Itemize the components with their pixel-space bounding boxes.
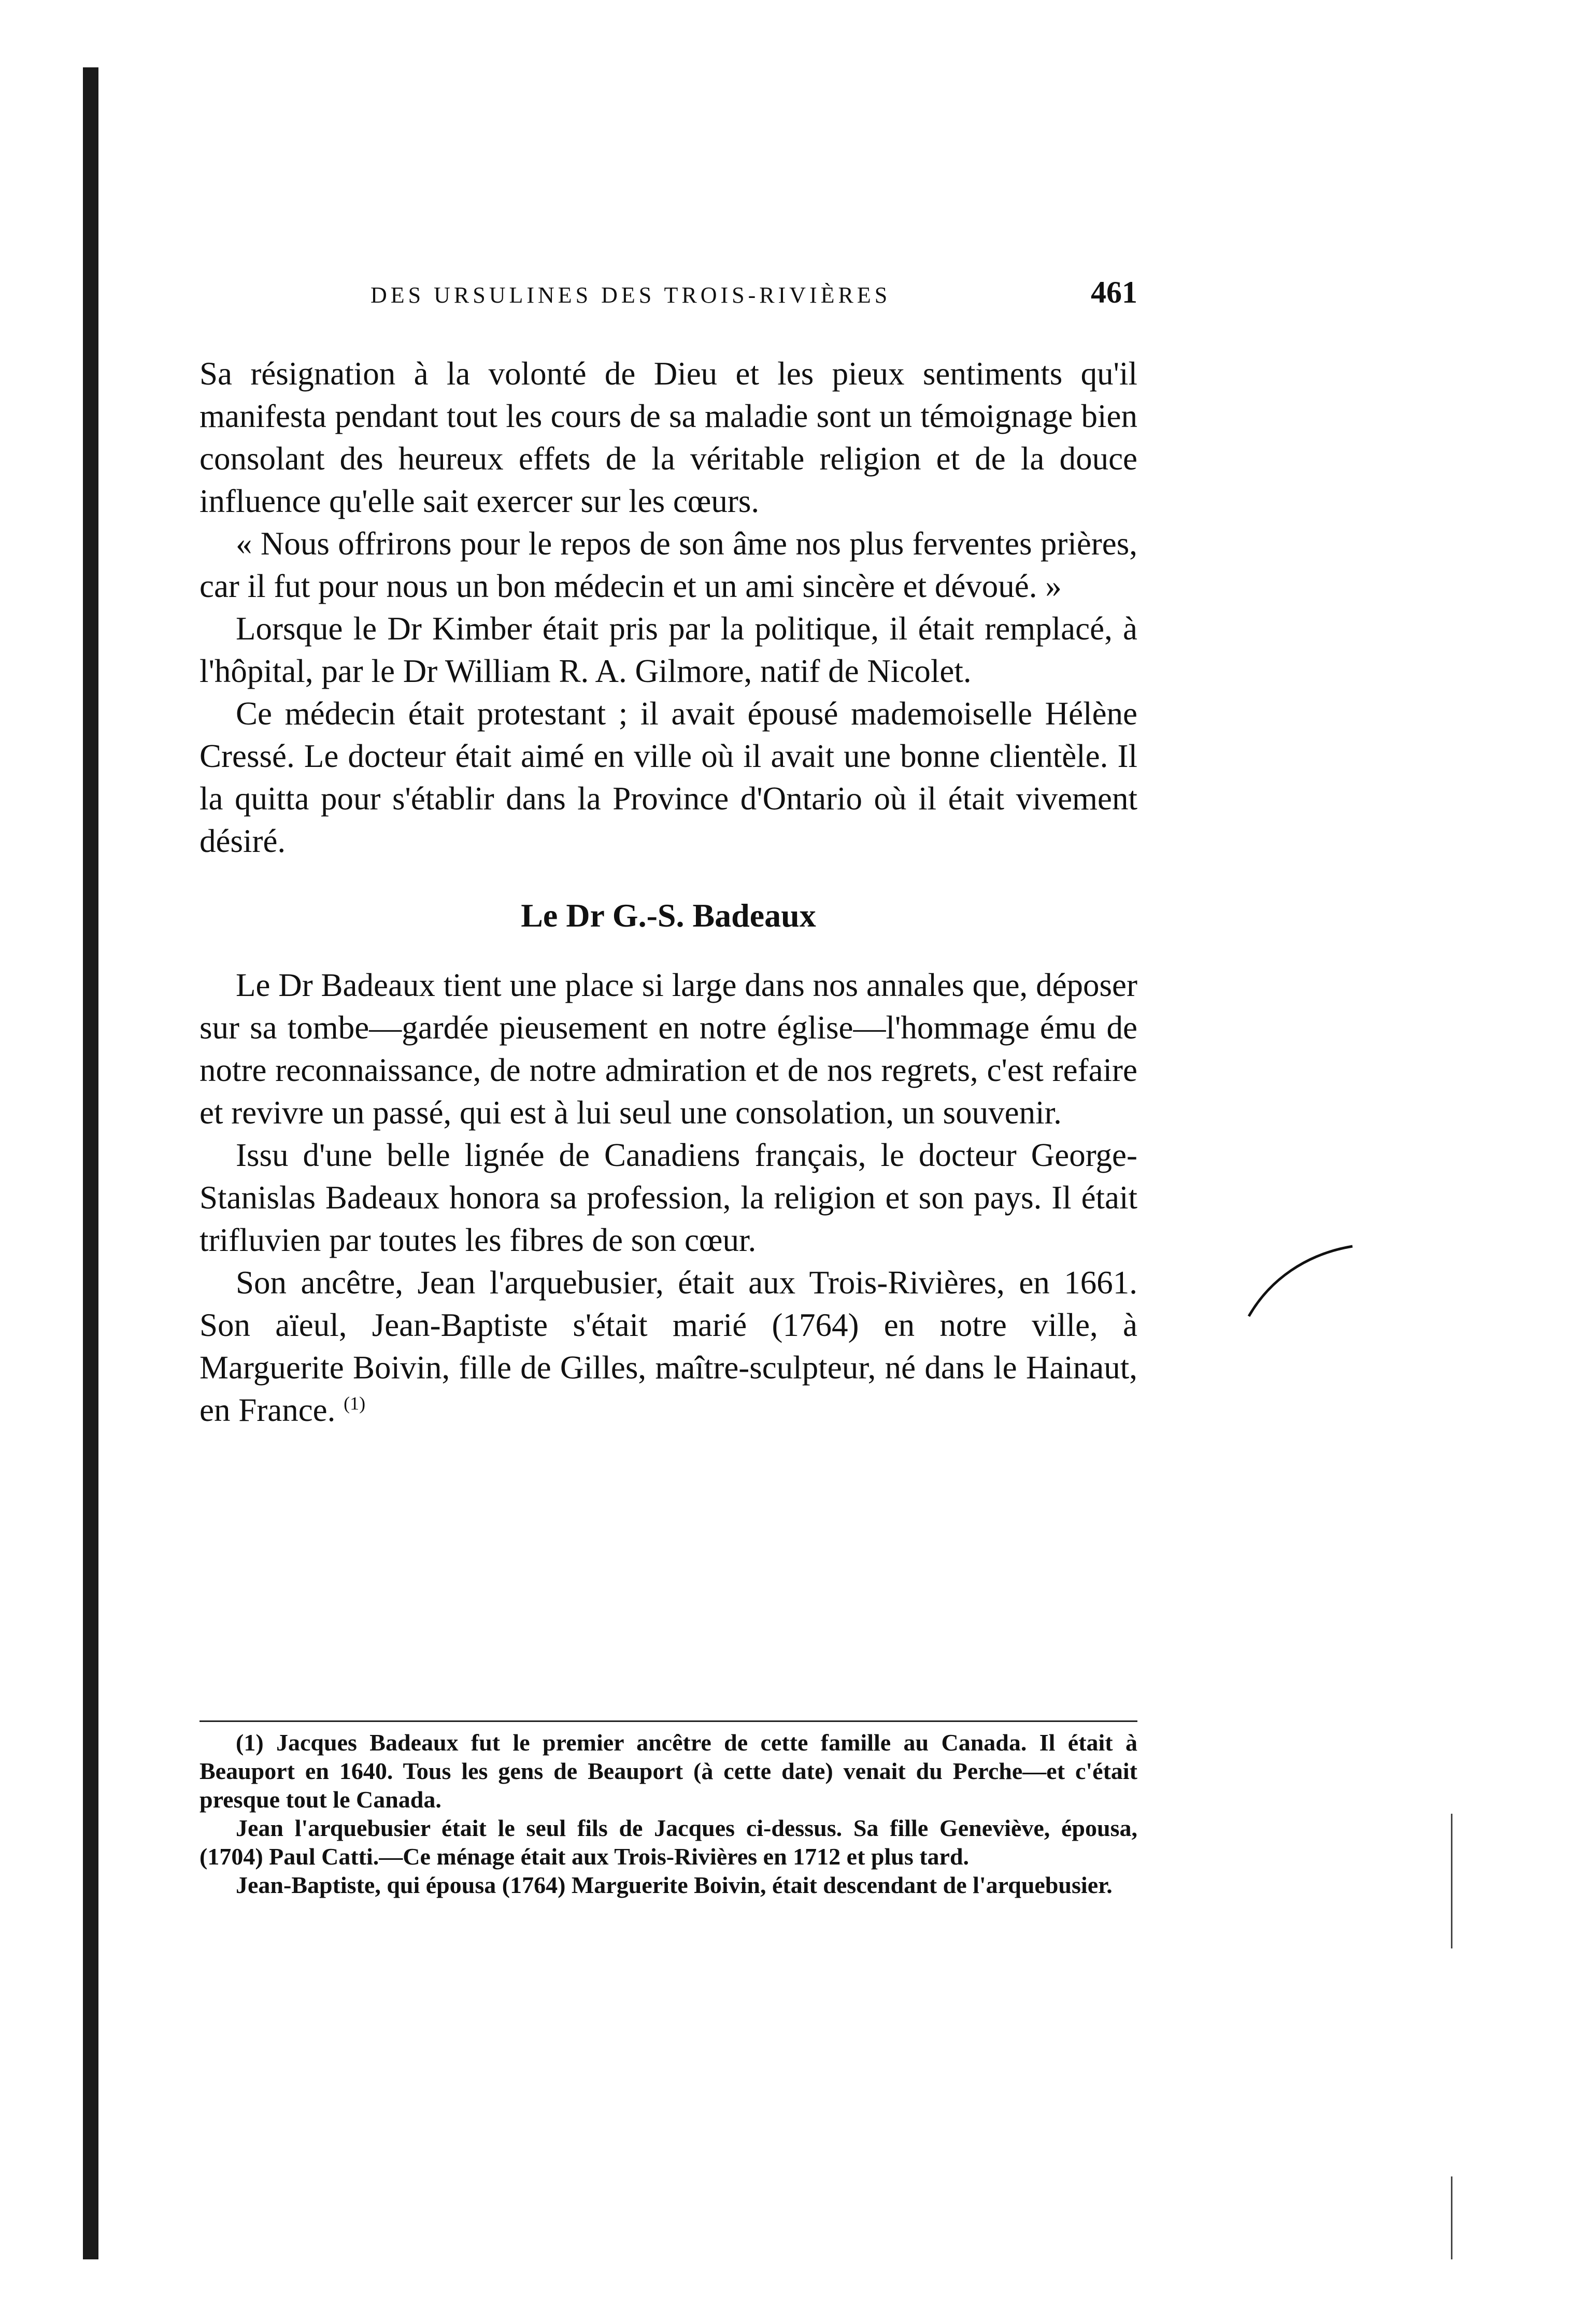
paragraph: Sa résignation à la volonté de Dieu et les pieux sentiments qu'il manifesta pendant tout les cours de sa maladie sont un témoignage bien consolant des heureux effets de la véritable religion et de la douce influence qu'elle sait exercer sur les cœurs. bbox=[200, 355, 1137, 519]
footnotes bbox=[200, 1728, 1137, 1899]
paragraph bbox=[200, 1261, 1137, 1431]
page-number: 461 bbox=[1091, 275, 1137, 309]
footnote-divider bbox=[200, 1720, 1137, 1722]
pen-mark bbox=[1238, 1239, 1358, 1321]
scan-edge-mark bbox=[1451, 2176, 1452, 2259]
paragraph-text: Son ancêtre, Jean l'arquebusier, était aux Trois-Rivières, en 1661. Son aïeul, Jean-Baptiste s'était marié (1764) en notre ville, à Marguerite Boivin, fille de Gilles, maître-sculpteur, né dans le Hainaut, en France. bbox=[200, 1264, 1137, 1428]
paragraph: Le Dr Badeaux tient une place si large dans nos annales que, déposer sur sa tombe—gardée pieusement en notre église—l'hommage ému de notre reconnaissance, de notre admiration et de nos regrets, c'est refaire et revivre un passé, qui est à lui seul une consolation, un souvenir. bbox=[200, 967, 1137, 1131]
section-heading: Le Dr G.-S. Badeaux bbox=[521, 897, 816, 934]
paragraph: « Nous offrirons pour le repos de son âme nos plus ferventes prières, car il fut pour nous un bon médecin et un ami sincère et dévoué. » bbox=[200, 525, 1137, 604]
footnote-reference: (1) bbox=[344, 1393, 366, 1414]
footnote: Jean l'arquebusier était le seul fils de Jacques ci-dessus. Sa fille Geneviève, épousa, (1704) Paul Catti.—Ce ménage était aux Trois-Rivières en 1712 et plus tard. bbox=[200, 1815, 1137, 1870]
footnote: (1) Jacques Badeaux fut le premier ancêtre de cette famille au Canada. Il était à Beauport en 1640. Tous les gens de Beauport (à cette date) venait du Perche—et c'était presque tout le Canada. bbox=[200, 1729, 1137, 1813]
paragraph: Lorsque le Dr Kimber était pris par la politique, il était remplacé, à l'hôpital, par le Dr William R. A. Gilmore, natif de Nicolet. bbox=[200, 610, 1137, 689]
scan-binding-edge bbox=[83, 67, 98, 2259]
body-text bbox=[200, 352, 1137, 1431]
paragraph: Issu d'une belle lignée de Canadiens français, le docteur George-Stanislas Badeaux honora sa profession, la religion et son pays. Il était trifluvien par toutes les fibres de son cœur. bbox=[200, 1137, 1137, 1258]
paragraph: Ce médecin était protestant ; il avait épousé mademoiselle Hélène Cressé. Le docteur était aimé en ville où il avait une bonne clientèle. Il la quitta pour s'établir dans la Province d'Ontario où il était vivement désiré. bbox=[200, 695, 1137, 859]
scan-edge-mark bbox=[1451, 1814, 1452, 1948]
running-title: DES URSULINES DES TROIS-RIVIÈRES bbox=[370, 282, 891, 308]
running-head bbox=[200, 275, 1137, 310]
footnote: Jean-Baptiste, qui épousa (1764) Marguerite Boivin, était descendant de l'arquebusier. bbox=[236, 1872, 1113, 1898]
